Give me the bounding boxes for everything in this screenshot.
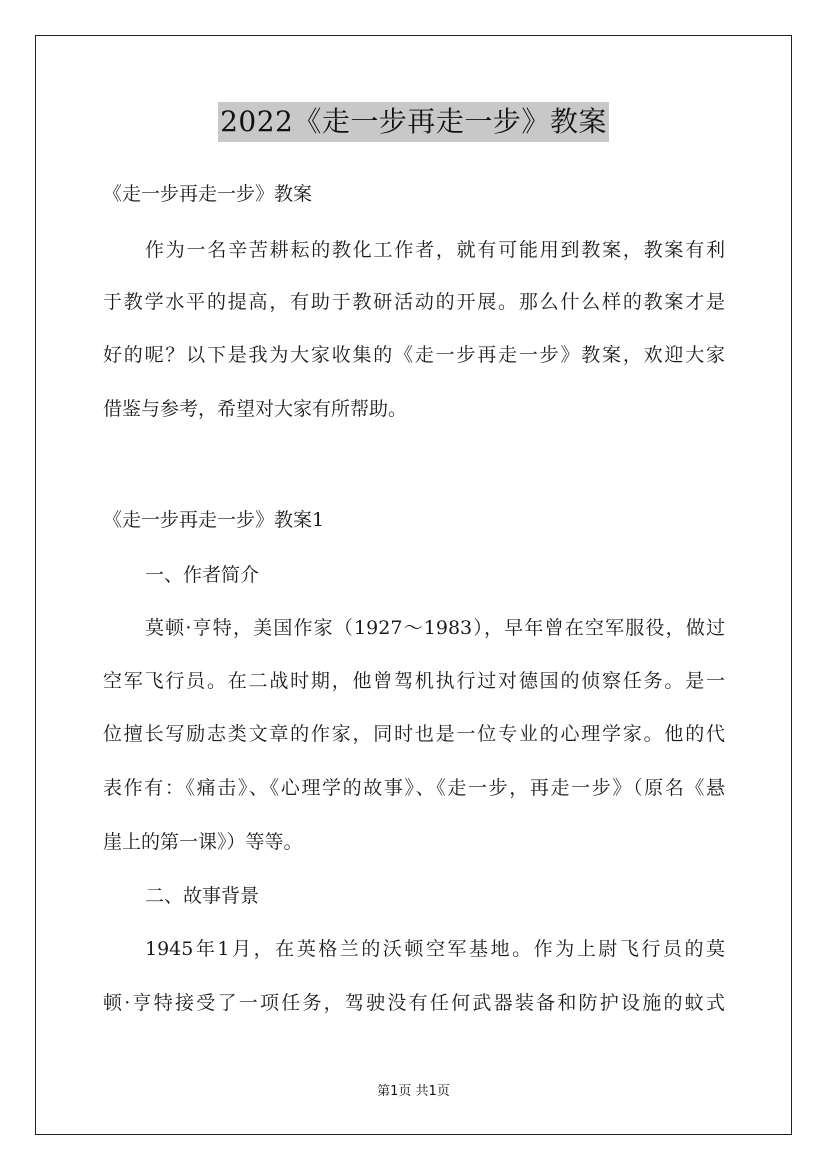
heading-story-background: 二、故事背景 <box>145 885 260 907</box>
author-line-2: 空军飞行员。在二战时期，他曾驾机执行过对德国的侦察任务。是一 <box>103 670 725 692</box>
author-line-3: 位擅长写励志类文章的作家，同时也是一位专业的心理学家。他的代 <box>103 723 725 745</box>
page-footer: 第1页 共1页 <box>377 1084 450 1099</box>
title-container <box>0 102 827 142</box>
story-line-1: 1945年1月，在英格兰的沃顿空军基地。作为上尉飞行员的莫 <box>145 938 725 960</box>
intro-line-2: 于教学水平的提高，有助于教研活动的开展。那么什么样的教案才是 <box>103 291 725 313</box>
intro-line-1: 作为一名辛苦耕耘的教化工作者，就有可能用到教案，教案有利 <box>145 239 725 261</box>
document-subtitle: 《走一步再走一步》教案 <box>103 183 313 205</box>
author-line-1: 莫顿·亨特，美国作家（1927～1983），早年曾在空军服役，做过 <box>145 617 725 639</box>
author-line-4: 表作有：《痛击》、《心理学的故事》、《走一步，再走一步》（原名《悬 <box>103 777 725 799</box>
intro-line-3: 好的呢？以下是我为大家收集的《走一步再走一步》教案，欢迎大家 <box>103 344 725 366</box>
document-title: 2022《走一步再走一步》教案 <box>218 102 609 142</box>
intro-line-4: 借鉴与参考，希望对大家有所帮助。 <box>103 398 408 420</box>
section-title: 《走一步再走一步》教案1 <box>103 509 325 531</box>
story-line-2: 顿·亨特接受了一项任务，驾驶没有任何武器装备和防护设施的蚊式 <box>103 992 725 1014</box>
heading-author-intro: 一、作者简介 <box>145 564 260 586</box>
author-line-5: 崖上的第一课》）等等。 <box>103 831 303 853</box>
